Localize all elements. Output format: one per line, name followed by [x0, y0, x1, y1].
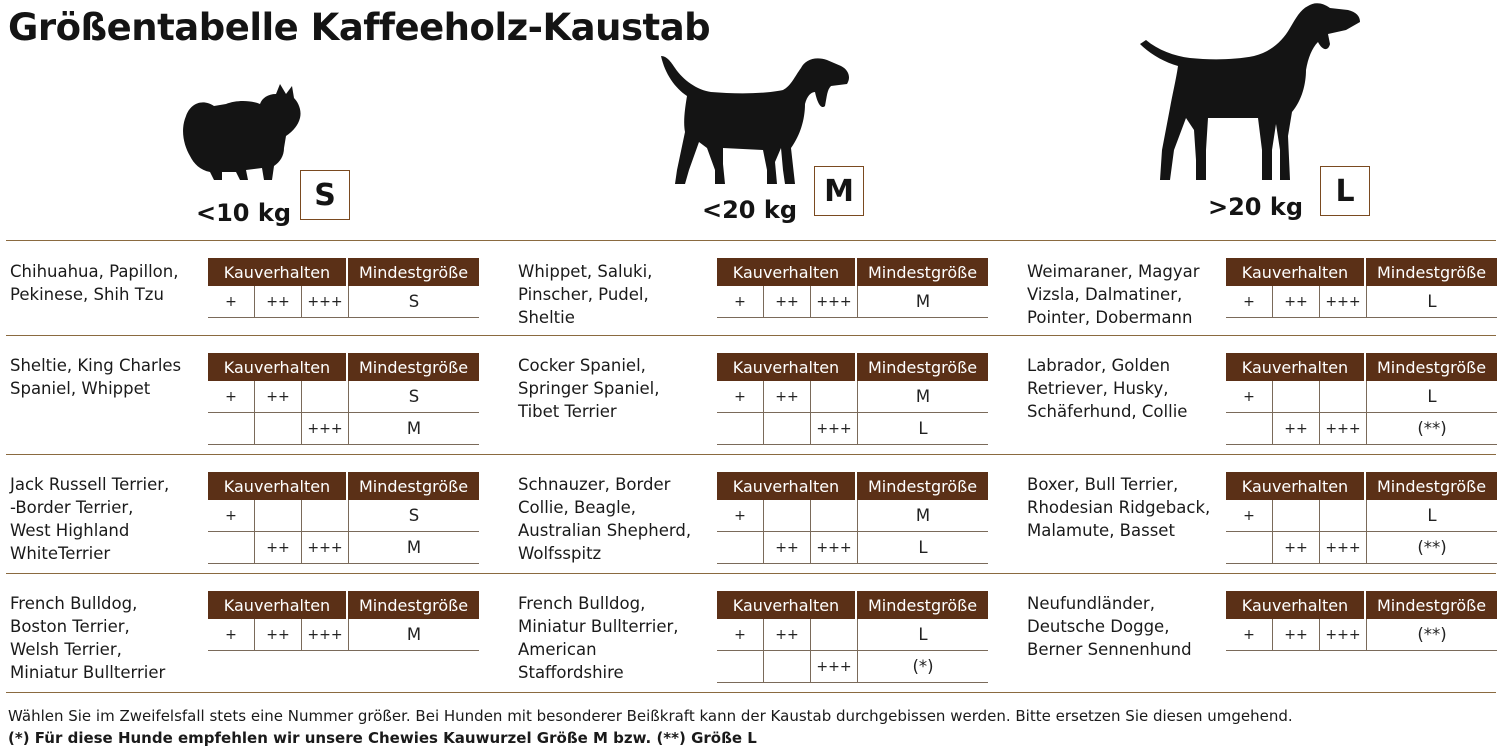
breed-line: Retriever, Husky, [1027, 379, 1169, 398]
size-badge-l: L [1320, 166, 1370, 216]
breed-line: Wolfsspitz [518, 544, 602, 563]
breed-line: Berner Sennenhund [1027, 640, 1192, 659]
pomeranian-silhouette-icon [180, 76, 306, 186]
size-table [1226, 472, 1497, 564]
breed-line: Neufundländer, [1027, 594, 1155, 613]
section-divider [6, 573, 1496, 574]
chew-level-cell: +++ [811, 413, 858, 444]
chew-level-cell: +++ [1320, 619, 1367, 650]
chew-level-cell [764, 651, 811, 682]
chew-level-cell: + [717, 500, 764, 531]
page-title: Größentabelle Kaffeeholz-Kaustab [8, 6, 711, 49]
chew-level-cell [255, 500, 302, 531]
header-kauverhalten: Kauverhalten [1226, 353, 1366, 381]
table-row [208, 381, 479, 413]
table-header [1226, 258, 1497, 286]
chew-level-cell: + [717, 619, 764, 650]
breed-line: American [518, 640, 597, 659]
chew-level-cell: ++ [1273, 413, 1320, 444]
breed-list [1027, 473, 1227, 542]
size-badge-s: S [300, 170, 350, 220]
min-size-cell: (**) [1417, 625, 1447, 644]
chew-level-cell: + [208, 619, 255, 650]
breed-list [518, 473, 718, 565]
table-header [1226, 472, 1497, 500]
header-mindestgroesse: Mindestgröße [1376, 476, 1487, 496]
chew-level-cell: +++ [302, 532, 349, 563]
header-kauverhalten: Kauverhalten [717, 353, 857, 381]
chew-level-cell [717, 532, 764, 563]
table-row [717, 651, 988, 683]
breed-line: Staffordshire [518, 663, 624, 682]
chew-level-cell: ++ [1273, 619, 1320, 650]
pointer-silhouette-icon [1138, 0, 1368, 186]
chew-level-cell: ++ [1273, 532, 1320, 563]
breed-list [1027, 260, 1227, 329]
table-row [717, 413, 988, 445]
header-mindestgroesse: Mindestgröße [867, 262, 978, 282]
breed-line: Schnauzer, Border [518, 475, 671, 494]
table-header [208, 472, 479, 500]
table-header [1226, 353, 1497, 381]
table-row [1226, 286, 1497, 318]
size-table [717, 353, 988, 445]
breed-list [10, 473, 210, 565]
chew-level-cell [764, 413, 811, 444]
table-row [1226, 532, 1497, 564]
chew-level-cell [1273, 500, 1320, 531]
table-row [1226, 500, 1497, 532]
breed-line: Labrador, Golden [1027, 356, 1171, 375]
breed-line: Pekinese, Shih Tzu [10, 285, 164, 304]
chew-level-cell: + [717, 286, 764, 317]
breed-line: Whippet, Saluki, [518, 262, 653, 281]
header-kauverhalten: Kauverhalten [208, 258, 348, 286]
breed-line: Cocker Spaniel, [518, 356, 646, 375]
size-badge-m: M [814, 166, 864, 216]
breed-line: Schäferhund, Collie [1027, 402, 1188, 421]
table-row [1226, 413, 1497, 445]
header-mindestgroesse: Mindestgröße [867, 595, 978, 615]
breed-line: WhiteTerrier [10, 544, 111, 563]
footer-note: Wählen Sie im Zweifelsfall stets eine Nummer größer. Bei Hunden mit besonderer Beißkraft kann der Kaustab durchgebissen werden. Bitte ersetzen Sie diesen umgehend. [8, 707, 1293, 725]
header-mindestgroesse: Mindestgröße [358, 262, 469, 282]
header-kauverhalten: Kauverhalten [1226, 258, 1366, 286]
chew-level-cell: ++ [255, 532, 302, 563]
min-size-cell: M [915, 506, 931, 525]
size-table [717, 258, 988, 318]
table-header [717, 353, 988, 381]
min-size-cell: L [918, 419, 928, 438]
min-size-cell: S [408, 292, 420, 311]
chew-level-cell [811, 500, 858, 531]
breed-list [518, 260, 718, 329]
breed-line: Welsh Terrier, [10, 640, 122, 659]
min-size-cell: (*) [912, 657, 934, 676]
chew-level-cell [764, 500, 811, 531]
chew-level-cell [717, 651, 764, 682]
min-size-cell: S [408, 387, 420, 406]
chew-level-cell: + [1226, 619, 1273, 650]
breed-line: Springer Spaniel, [518, 379, 660, 398]
table-header [208, 591, 479, 619]
min-size-cell: (**) [1417, 538, 1447, 557]
breed-list [10, 354, 210, 400]
breed-line: Spaniel, Whippet [10, 379, 151, 398]
size-table [208, 353, 479, 445]
min-size-cell: (**) [1417, 419, 1447, 438]
chew-level-cell: +++ [811, 286, 858, 317]
table-header [1226, 591, 1497, 619]
chew-level-cell: + [1226, 500, 1273, 531]
chew-level-cell: +++ [1320, 413, 1367, 444]
chew-level-cell [208, 532, 255, 563]
table-header [717, 472, 988, 500]
breed-line: Malamute, Basset [1027, 521, 1175, 540]
chew-level-cell: ++ [764, 286, 811, 317]
chew-level-cell: ++ [255, 286, 302, 317]
chew-level-cell: +++ [302, 413, 349, 444]
chew-level-cell: ++ [255, 381, 302, 412]
chew-level-cell: + [717, 381, 764, 412]
chew-level-cell: + [208, 381, 255, 412]
breed-line: Miniatur Bullterrier, [518, 617, 679, 636]
breed-line: French Bulldog, [518, 594, 646, 613]
chew-level-cell [717, 413, 764, 444]
weight-label-l: >20 kg [1208, 193, 1304, 221]
min-size-cell: M [406, 625, 422, 644]
size-table [1226, 353, 1497, 445]
chew-level-cell [811, 381, 858, 412]
header-kauverhalten: Kauverhalten [1226, 472, 1366, 500]
chew-level-cell: +++ [811, 532, 858, 563]
breed-line: Collie, Beagle, [518, 498, 637, 517]
breed-line: -Border Terrier, [10, 498, 134, 517]
section-divider [6, 240, 1496, 241]
chew-level-cell [1320, 381, 1367, 412]
table-row [208, 413, 479, 445]
weight-label-m: <20 kg [702, 196, 798, 224]
breed-line: Sheltie, King Charles [10, 356, 182, 375]
header-mindestgroesse: Mindestgröße [358, 595, 469, 615]
table-row [717, 381, 988, 413]
section-divider [6, 692, 1496, 693]
breed-line: Chihuahua, Papillon, [10, 262, 179, 281]
chew-level-cell [1273, 381, 1320, 412]
chew-level-cell: +++ [1320, 286, 1367, 317]
breed-list [1027, 592, 1227, 661]
chew-level-cell: ++ [764, 381, 811, 412]
breed-list [1027, 354, 1227, 423]
header-kauverhalten: Kauverhalten [717, 258, 857, 286]
chew-level-cell: + [208, 500, 255, 531]
table-row [717, 532, 988, 564]
weight-label-s: <10 kg [196, 199, 292, 227]
header-mindestgroesse: Mindestgröße [1376, 262, 1487, 282]
breed-line: Weimaraner, Magyar [1027, 262, 1200, 281]
chew-level-cell [302, 381, 349, 412]
chew-level-cell: ++ [764, 532, 811, 563]
chew-level-cell [302, 500, 349, 531]
breed-list [518, 592, 718, 684]
table-row [208, 619, 479, 651]
size-table [1226, 258, 1497, 318]
section-divider [6, 454, 1496, 455]
chew-level-cell: +++ [1320, 532, 1367, 563]
table-row [717, 500, 988, 532]
chew-level-cell: + [1226, 286, 1273, 317]
size-table [208, 472, 479, 564]
table-row [1226, 619, 1497, 651]
size-table [208, 591, 479, 651]
size-table [208, 258, 479, 318]
chew-level-cell [811, 619, 858, 650]
table-row [1226, 381, 1497, 413]
breed-line: French Bulldog, [10, 594, 138, 613]
header-kauverhalten: Kauverhalten [208, 472, 348, 500]
min-size-cell: L [918, 625, 928, 644]
header-kauverhalten: Kauverhalten [208, 591, 348, 619]
table-header [208, 258, 479, 286]
breed-line: Pointer, Dobermann [1027, 308, 1193, 327]
breed-list [10, 260, 210, 306]
chew-level-cell: ++ [255, 619, 302, 650]
section-divider [6, 335, 1496, 336]
breed-line: Vizsla, Dalmatiner, [1027, 285, 1183, 304]
header-mindestgroesse: Mindestgröße [358, 357, 469, 377]
table-header [208, 353, 479, 381]
chew-level-cell: ++ [1273, 286, 1320, 317]
chew-level-cell: + [1226, 381, 1273, 412]
table-row [717, 286, 988, 318]
header-mindestgroesse: Mindestgröße [358, 476, 469, 496]
table-row [208, 532, 479, 564]
header-mindestgroesse: Mindestgröße [1376, 595, 1487, 615]
breed-list [10, 592, 210, 684]
header-kauverhalten: Kauverhalten [208, 353, 348, 381]
chew-level-cell [208, 413, 255, 444]
chew-level-cell: +++ [302, 286, 349, 317]
breed-line: Pinscher, Pudel, [518, 285, 649, 304]
breed-line: Jack Russell Terrier, [10, 475, 170, 494]
header-kauverhalten: Kauverhalten [717, 472, 857, 500]
breed-line: Boxer, Bull Terrier, [1027, 475, 1179, 494]
min-size-cell: L [918, 538, 928, 557]
breed-line: Deutsche Dogge, [1027, 617, 1170, 636]
chew-level-cell: + [208, 286, 255, 317]
breed-line: Tibet Terrier [518, 402, 617, 421]
header-kauverhalten: Kauverhalten [717, 591, 857, 619]
table-header [717, 258, 988, 286]
chew-level-cell [1226, 532, 1273, 563]
min-size-cell: M [406, 419, 422, 438]
breed-line: Boston Terrier, [10, 617, 130, 636]
breed-line: Sheltie [518, 308, 575, 327]
min-size-cell: M [915, 292, 931, 311]
chew-level-cell: ++ [764, 619, 811, 650]
min-size-cell: L [1427, 506, 1437, 525]
chew-level-cell: +++ [302, 619, 349, 650]
header-mindestgroesse: Mindestgröße [1376, 357, 1487, 377]
table-row [208, 286, 479, 318]
footer-recommendation: (*) Für diese Hunde empfehlen wir unsere Chewies Kauwurzel Größe M bzw. (**) Größe L [8, 729, 757, 747]
breed-list [518, 354, 718, 423]
chew-level-cell [255, 413, 302, 444]
header-mindestgroesse: Mindestgröße [867, 476, 978, 496]
min-size-cell: M [915, 387, 931, 406]
chew-level-cell [1226, 413, 1273, 444]
header-mindestgroesse: Mindestgröße [867, 357, 978, 377]
min-size-cell: M [406, 538, 422, 557]
header-kauverhalten: Kauverhalten [1226, 591, 1366, 619]
size-table [717, 591, 988, 683]
breed-line: West Highland [10, 521, 130, 540]
table-header [717, 591, 988, 619]
chew-level-cell [1320, 500, 1367, 531]
table-row [717, 619, 988, 651]
breed-line: Rhodesian Ridgeback, [1027, 498, 1211, 517]
size-table [717, 472, 988, 564]
breed-line: Australian Shepherd, [518, 521, 692, 540]
table-row [208, 500, 479, 532]
chew-level-cell: +++ [811, 651, 858, 682]
breed-line: Miniatur Bullterrier [10, 663, 166, 682]
min-size-cell: S [408, 506, 420, 525]
min-size-cell: L [1427, 387, 1437, 406]
size-table [1226, 591, 1497, 651]
min-size-cell: L [1427, 292, 1437, 311]
